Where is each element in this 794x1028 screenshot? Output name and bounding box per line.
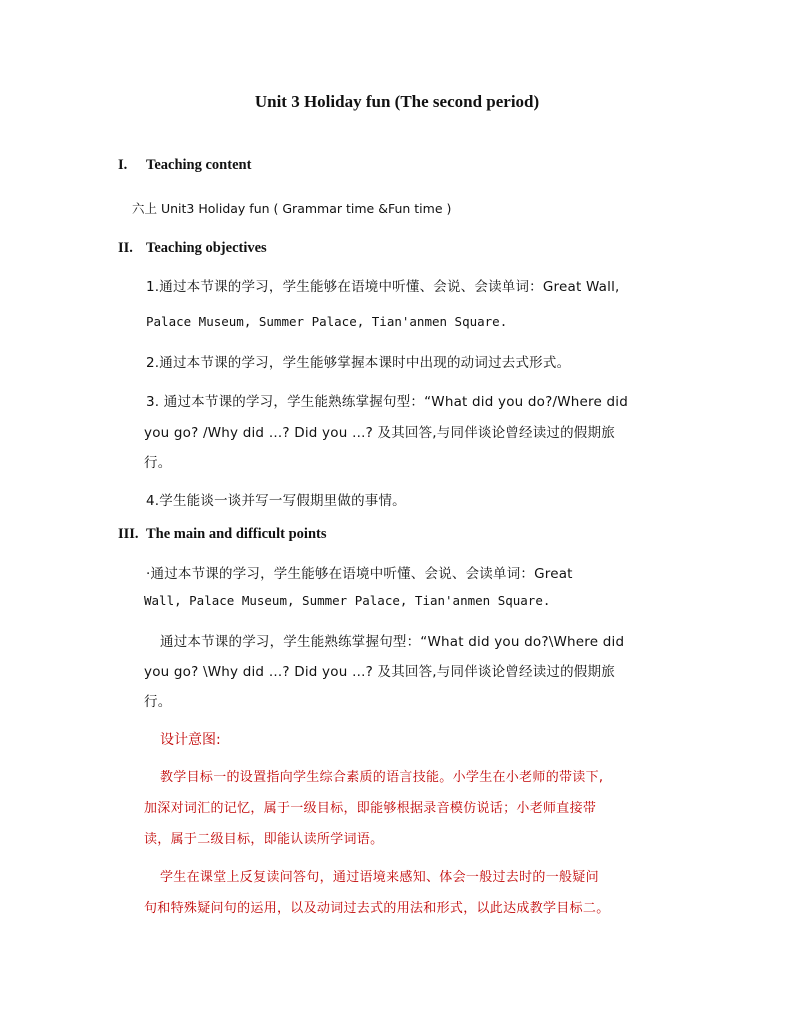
objective-3-line-3: 行。 <box>144 455 172 471</box>
section-heading-points <box>118 526 327 543</box>
point-2-line-1: 通过本节课的学习，学生能熟练掌握句型：“What did you do?\Where did <box>160 634 625 650</box>
design-para-2-line-1: 学生在课堂上反复读问答句，通过语境来感知、体会一般过去时的一般疑问 <box>160 870 599 885</box>
section-heading-objectives <box>118 240 267 257</box>
objective-1-line-2: Palace Museum, Summer Palace, Tian'anmen Square. <box>146 314 508 329</box>
design-para-1-line-1: 教学目标一的设置指向学生综合素质的语言技能。小学生在小老师的带读下, <box>160 770 604 785</box>
objective-4: 4.学生能谈一谈并写一写假期里做的事情。 <box>146 493 406 509</box>
objective-3-line-1: 3. 通过本节课的学习，学生能熟练掌握句型：“What did you do?/Where did <box>146 394 628 410</box>
page-title: Unit 3 Holiday fun (The second period) <box>254 92 540 111</box>
section-title: Teaching objectives <box>146 240 267 256</box>
point-1-line-1: ·通过本节课的学习，学生能够在语境中听懂、会说、会读单词：Great <box>146 566 573 582</box>
section-title: Teaching content <box>146 157 252 173</box>
content-text: 六上 Unit3 Holiday fun ( Grammar time &Fun time ) <box>132 201 452 216</box>
section-heading-content <box>118 157 251 174</box>
design-para-1-line-3: 读，属于二级目标，即能认读所学词语。 <box>144 832 384 847</box>
point-1-line-2: Wall, Palace Museum, Summer Palace, Tian'anmen Square. <box>144 593 551 608</box>
section-number: II. <box>118 240 133 256</box>
section-number: III. <box>118 526 139 542</box>
section-number: I. <box>118 157 128 173</box>
design-para-2-line-2: 句和特殊疑问句的运用，以及动词过去式的用法和形式，以此达成教学目标二。 <box>144 901 610 916</box>
objective-1-line-1: 1.通过本节课的学习，学生能够在语境中听懂、会说、会读单词：Great Wall, <box>146 279 620 295</box>
objective-2: 2.通过本节课的学习，学生能够掌握本课时中出现的动词过去式形式。 <box>146 355 571 371</box>
point-2-line-3: 行。 <box>144 694 172 710</box>
objective-3-line-2: you go? /Why did …? Did you …? 及其回答,与同伴谈论曾经读过的假期旅 <box>144 425 615 441</box>
point-2-line-2: you go? \Why did …? Did you …? 及其回答,与同伴谈论曾经读过的假期旅 <box>144 664 615 680</box>
section-title: The main and difficult points <box>146 526 327 542</box>
design-intent-label: 设计意图: <box>160 732 221 748</box>
design-para-1-line-2: 加深对词汇的记忆，属于一级目标，即能够根据录音模仿说话；小老师直接带 <box>144 801 597 816</box>
